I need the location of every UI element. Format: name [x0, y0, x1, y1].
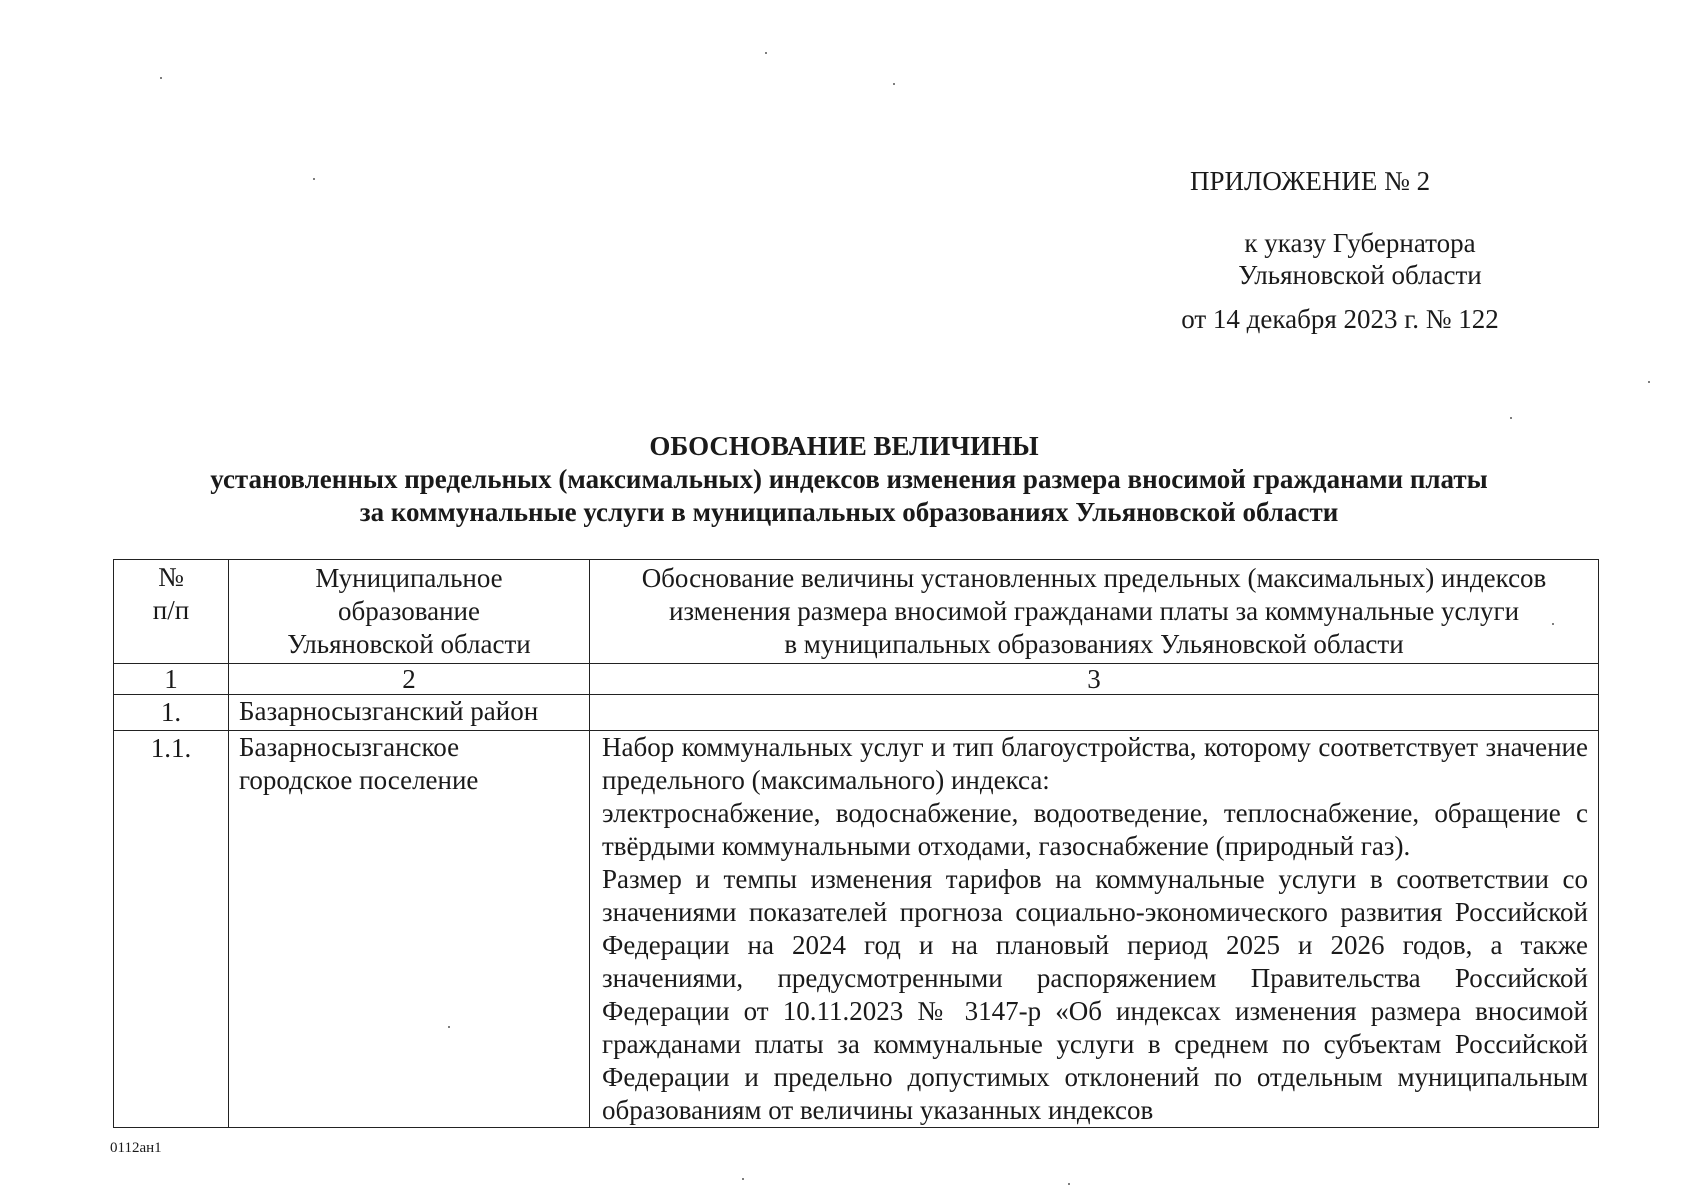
scan-speck [742, 1178, 744, 1180]
scan-speck [160, 77, 162, 79]
column-number-3: 3 [590, 664, 1599, 695]
header-justification-line2: изменения размера вносимой гражданами платы за коммунальные услуги [668, 596, 1520, 626]
table-header-row [114, 560, 1599, 664]
scan-speck [448, 1026, 450, 1028]
header-municipality-line1: Муниципальное [315, 563, 503, 593]
header-number-line2: п/п [152, 595, 190, 625]
document-title [0, 430, 1698, 529]
justification-paragraph-2: электроснабжение, водоснабжение, водоотведение, теплоснабжение, обращение с твёрдыми коммунальными отходами, газоснабжение (природный газ). [602, 798, 1588, 861]
title-line3: за коммунальные услуги в муниципальных образованиях Ульяновской области [359, 497, 1339, 527]
appendix-decree-line2: Ульяновской области [1238, 260, 1482, 290]
appendix-decree-line1: к указу Губернатора [1244, 228, 1476, 258]
appendix-label: ПРИЛОЖЕНИЕ № 2 [1190, 166, 1431, 196]
justification-paragraph-3: Размер и темпы изменения тарифов на коммунальные услуги в соответствии со значениями показателей прогноза социально-экономического развития Российской Федерации на 2024 год и на плановый период 2025 и 2026 годов, а также значениями, предусмотренными распоряжением Правительства Российской Федерации от 10.11.2023 № 3147-р «Об индексах изменения размера вносимой гражданами платы за коммунальные услуги в среднем по субъектам Российской Федерации и предельно допустимых отклонений по отдельным муниципальным образованиям от величины указанных индексов [602, 864, 1588, 1125]
column-number-2: 2 [229, 664, 590, 695]
row-number: 1. [114, 695, 229, 731]
row-justification [590, 731, 1599, 1128]
footer-stamp: 0112ан1 [110, 1140, 162, 1156]
scan-speck [1510, 417, 1512, 419]
row-justification [590, 695, 1599, 731]
header-municipality [229, 560, 590, 664]
scan-speck [1648, 381, 1650, 383]
justification-paragraph-1: Набор коммунальных услуг и тип благоустройства, которому соответствует значение предельного (максимального) индекса: [602, 732, 1588, 795]
appendix-block [1150, 165, 1570, 334]
title-line2: установленных предельных (максимальных) индексов изменения размера вносимой гражданами платы [210, 464, 1488, 494]
header-justification-line3: в муниципальных образованиях Ульяновской области [784, 629, 1404, 659]
scan-speck [1068, 1183, 1070, 1185]
title-line1: ОБОСНОВАНИЕ ВЕЛИЧИНЫ [649, 431, 1039, 461]
header-municipality-line2: образование [338, 596, 480, 626]
column-number-1: 1 [114, 664, 229, 695]
scan-speck [313, 178, 315, 180]
table-row [114, 695, 1599, 731]
scan-speck [893, 83, 895, 85]
row-municipality: Базарносызганское городское поселение [229, 731, 590, 1128]
row-municipality: Базарносызганский район [229, 695, 590, 731]
header-number [114, 560, 229, 664]
appendix-decree [1150, 227, 1570, 291]
header-municipality-line3: Ульяновской области [287, 629, 531, 659]
header-number-line1: № [158, 562, 184, 592]
header-justification-line1: Обоснование величины установленных предельных (максимальных) индексов [641, 563, 1547, 593]
row-number: 1.1. [114, 731, 229, 1128]
table-row [114, 731, 1599, 1128]
scan-speck [1552, 623, 1554, 625]
column-number-row [114, 664, 1599, 695]
header-justification [590, 560, 1599, 664]
scan-speck [765, 52, 767, 54]
justification-table [113, 559, 1599, 1128]
appendix-date: от 14 декабря 2023 г. № 122 [1181, 304, 1499, 334]
